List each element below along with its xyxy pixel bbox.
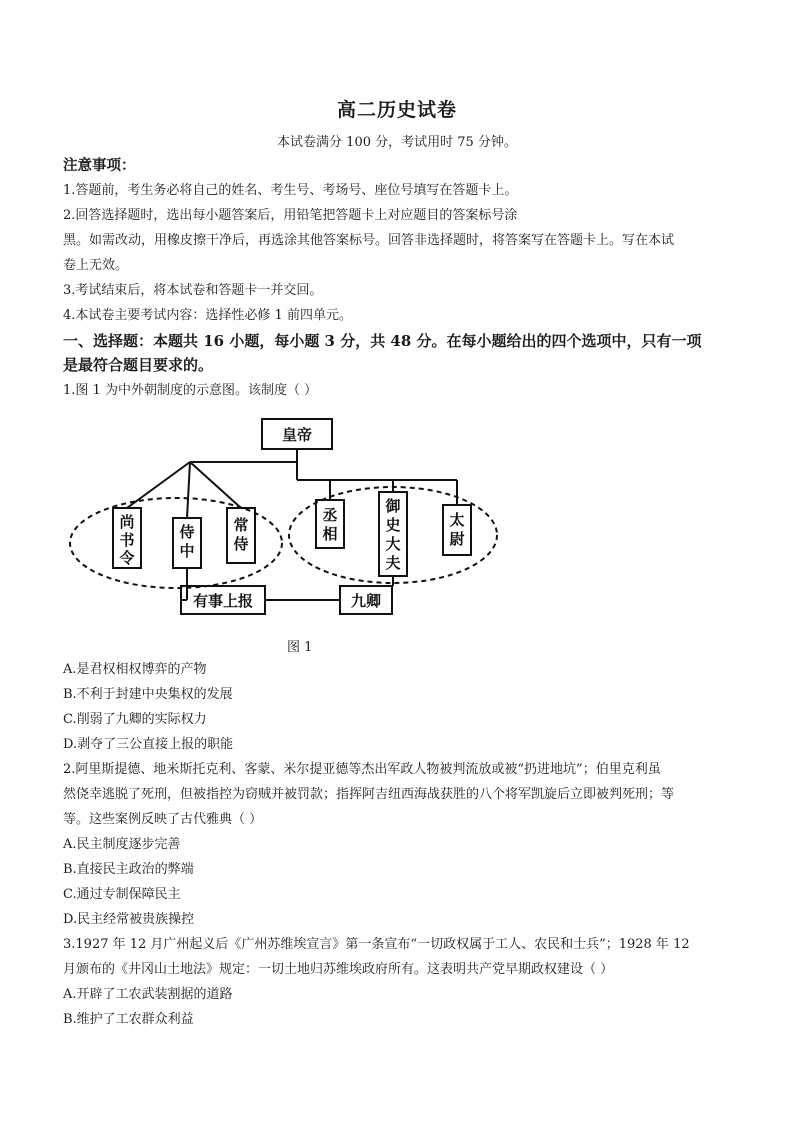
- svg-text:书: 书: [119, 531, 135, 549]
- yushidafu-label: [384, 497, 400, 572]
- exam-info: 本试卷满分 100 分，考试用时 75 分钟。: [277, 135, 517, 150]
- option-b: B.维护了工农群众利益: [63, 1012, 194, 1027]
- page-title: 高二历史试卷: [336, 99, 457, 121]
- question-1-stem: 1.图 1 为中外朝制度的示意图。该制度（ ）: [63, 383, 318, 398]
- section-heading-cont: 是最符合题目要求的。: [63, 356, 214, 374]
- notice-item: 卷上无效。: [63, 258, 129, 273]
- svg-text:中: 中: [179, 542, 195, 560]
- option-a: A.民主制度逐步完善: [63, 837, 181, 852]
- svg-text:夫: 夫: [385, 554, 401, 572]
- question-3-stem-cont: 月颁布的《井冈山土地法》规定：一切土地归苏维埃政府所有。这表明共产党早期政权建设（ ）: [63, 962, 614, 977]
- notice-item: 1.答题前，考生务必将自己的姓名、考生号、考场号、座位号填写在答题卡上。: [63, 183, 518, 198]
- notice-item: 2.回答选择题时，选出每小题答案后，用铅笔把答题卡上对应题目的答案标号涂: [63, 208, 518, 223]
- question-2-stem: 2.阿里斯提德、地米斯托克利、客蒙、米尔提亚德等杰出军政人物被判流放或被“扔进地坑”；伯里克利虽: [63, 762, 661, 777]
- question-2-stem-cont: 等。这些案例反映了古代雅典（ ）: [63, 812, 263, 827]
- option-d: D.民主经常被贵族操控: [63, 912, 195, 927]
- notice-heading: 注意事项：: [63, 157, 136, 174]
- chengxiang-label: [322, 506, 337, 543]
- svg-text:令: 令: [119, 549, 135, 567]
- option-b: B.直接民主政治的弊端: [63, 862, 194, 877]
- option-d: D.剥夺了三公直接上报的职能: [63, 737, 234, 752]
- option-b: B.不利于封建中央集权的发展: [63, 687, 233, 702]
- inner-court-ellipse: [70, 498, 282, 588]
- svg-text:丞: 丞: [322, 506, 338, 524]
- svg-text:尚: 尚: [119, 513, 135, 531]
- notice-item: 4.本试卷主要考试内容：选择性必修 1 前四单元。: [63, 308, 352, 323]
- svg-text:相: 相: [322, 525, 338, 543]
- svg-text:尉: 尉: [449, 530, 465, 548]
- taiwei-label: [449, 511, 464, 548]
- changshi-label: [233, 516, 248, 553]
- svg-text:大: 大: [385, 535, 401, 553]
- court-system-diagram: [0, 400, 520, 635]
- svg-text:侍: 侍: [179, 523, 195, 541]
- question-3-stem: 3.1927 年 12 月广州起义后《广州苏维埃宣言》第一条宣布“一切政权属于工人、农民和士兵”；1928 年 12: [63, 937, 690, 952]
- svg-text:常: 常: [233, 516, 249, 534]
- option-a: A.是君权相权博弈的产物: [63, 662, 207, 677]
- ministers-label: 九卿: [350, 592, 382, 610]
- option-a: A.开辟了工农武装割据的道路: [63, 987, 233, 1002]
- option-c: C.通过专制保障民主: [63, 887, 181, 902]
- shangshuling-label: [118, 513, 134, 567]
- section-heading: 一、选择题：本题共 16 小题，每小题 3 分，共 48 分。在每小题给出的四个选项中，只有一项: [63, 332, 702, 350]
- notice-item: 黑。如需改动，用橡皮擦干净后，再选涂其他答案标号。回答非选择题时，将答案写在答题卡上。写在本试: [63, 233, 675, 248]
- notice-item: 3.考试结束后，将本试卷和答题卡一并交回。: [63, 283, 323, 298]
- svg-text:太: 太: [449, 511, 465, 529]
- option-c: C.削弱了九卿的实际权力: [63, 712, 207, 727]
- question-2-stem-cont: 然侥幸逃脱了死刑，但被指控为窃贼并被罚款；指挥阿吉纽西海战获胜的八个将军凯旋后立即被判死刑；等: [63, 787, 675, 802]
- emperor-label: 皇帝: [281, 426, 313, 444]
- figure-caption: 图 1: [287, 640, 313, 655]
- report-label: 有事上报: [192, 592, 254, 610]
- svg-text:史: 史: [385, 516, 401, 534]
- svg-text:侍: 侍: [233, 535, 249, 553]
- svg-text:御: 御: [385, 497, 401, 515]
- shizhong-label: [179, 523, 194, 560]
